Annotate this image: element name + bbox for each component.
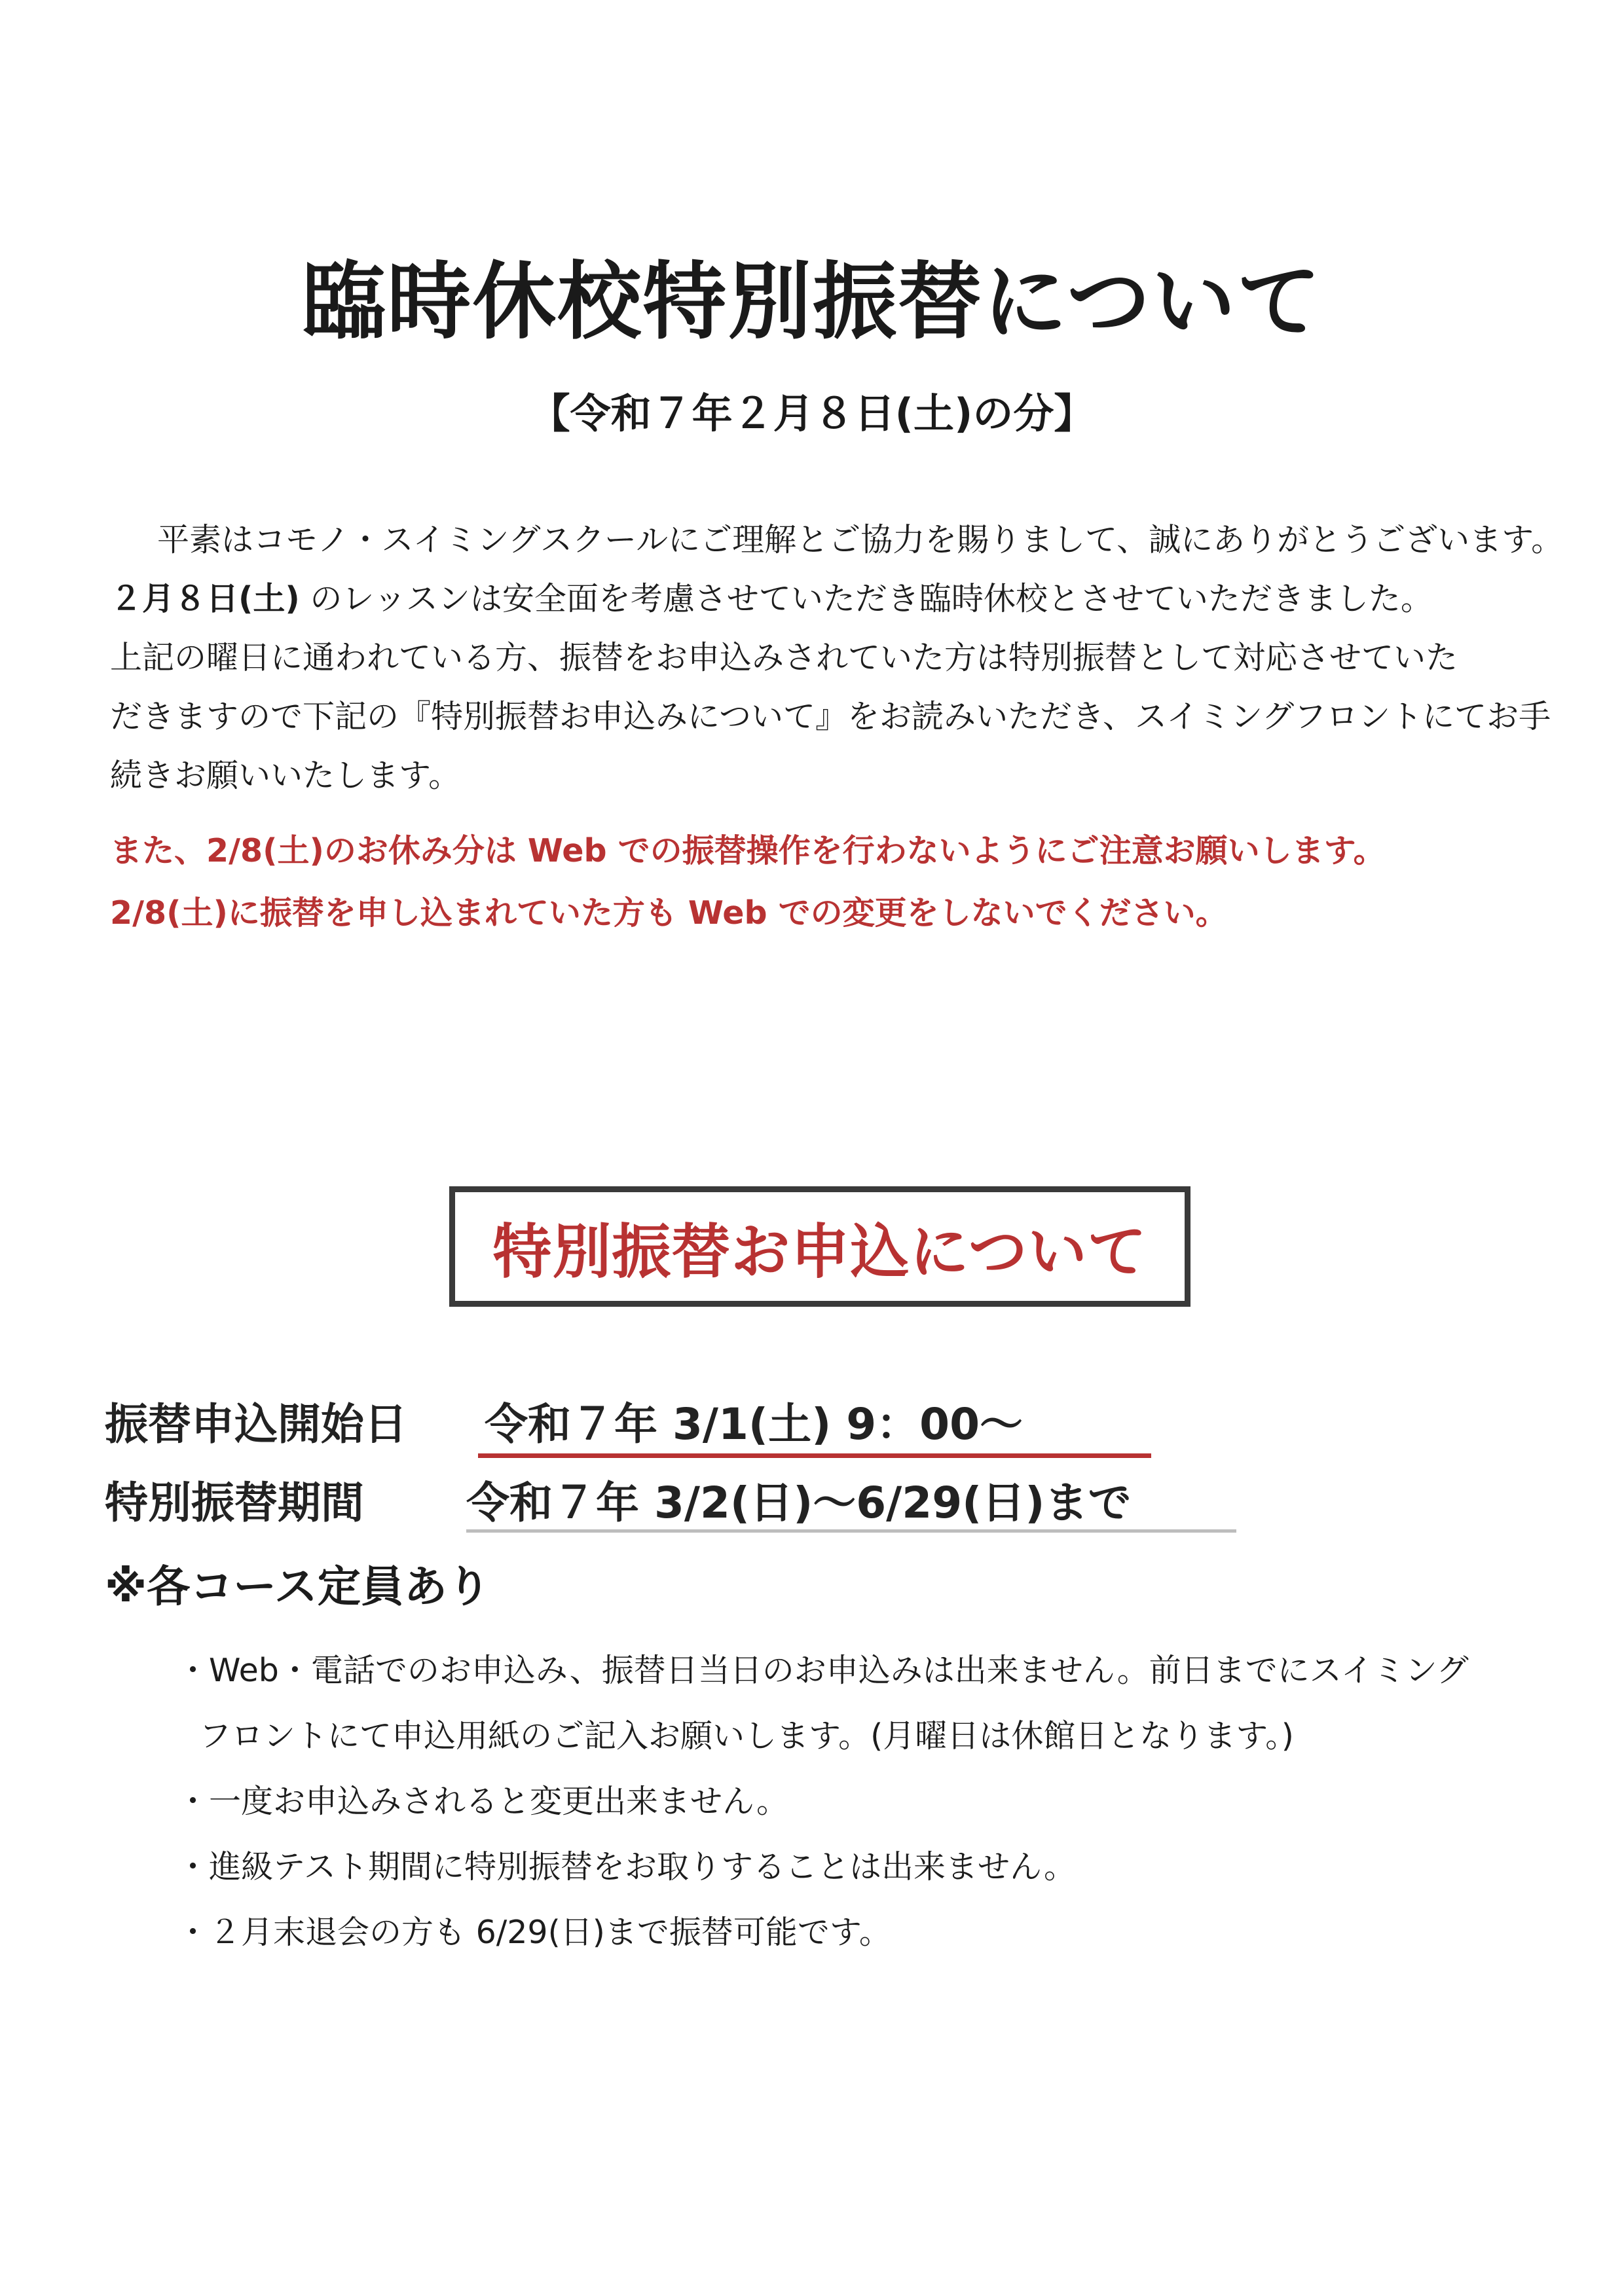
period-underline xyxy=(466,1529,1236,1533)
page-subtitle: 【令和７年２月８日(土)の分】 xyxy=(529,390,1095,437)
period-label: 特別振替期間 xyxy=(105,1478,364,1528)
capacity-note: ※各コース定員あり xyxy=(105,1561,490,1612)
section-heading-box xyxy=(449,1186,1190,1307)
intro-line-4: だきますので下記の『特別振替お申込みについて』をお読みいただき、スイミングフロントにてお手 xyxy=(110,698,1551,735)
intro-line-2-text: のレッスンは安全面を考慮させていただき臨時休校とさせていただきました。 xyxy=(299,580,1433,617)
intro-line-5: 続きお願いいたします。 xyxy=(110,757,461,794)
warning-line-1: また、2/8(土)のお休み分は Web での振替操作を行わないようにご注意お願いします。 xyxy=(110,832,1386,869)
intro-date: ２月８日(土) xyxy=(110,580,300,617)
section-heading: 特別振替お申込について xyxy=(492,1218,1147,1286)
intro-line-3: 上記の曜日に通われている方、振替をお申込みされていた方は特別振替として対応させていた xyxy=(110,639,1458,676)
page-title: 臨時休校特別振替について xyxy=(302,253,1322,351)
start-date-label: 振替申込開始日 xyxy=(105,1399,407,1449)
period-value: 令和７年 3/2(日)～6/29(日)まで xyxy=(466,1478,1132,1528)
note-item: ・一度お申込みされると変更出来ません。 xyxy=(177,1783,788,1820)
start-date-value: 令和７年 3/1(土) 9：00～ xyxy=(485,1399,1024,1449)
intro-line-2 xyxy=(110,570,1538,629)
start-date-underline xyxy=(478,1453,1151,1458)
note-item: ・進級テスト期間に特別振替をお取りすることは出来ません。 xyxy=(177,1848,1076,1886)
note-item-continued: フロントにて申込用紙のご記入お願いします。(月曜日は休館日となります。) xyxy=(199,1717,1294,1755)
intro-line-1: 平素はコモノ・スイミングスクールにご理解とご協力を賜りまして、誠にありがとうございます。 xyxy=(157,521,1564,558)
note-item: ・Web・電話でのお申込み、振替日当日のお申込みは出来ません。前日までにスイミング xyxy=(177,1652,1469,1689)
notes-list xyxy=(177,1638,1552,1965)
warning-line-2: 2/8(土)に振替を申し込まれていた方も Web での変更をしないでください。 xyxy=(110,894,1228,932)
note-item: ・２月末退会の方も 6/29(日)まで振替可能です。 xyxy=(177,1914,891,1951)
